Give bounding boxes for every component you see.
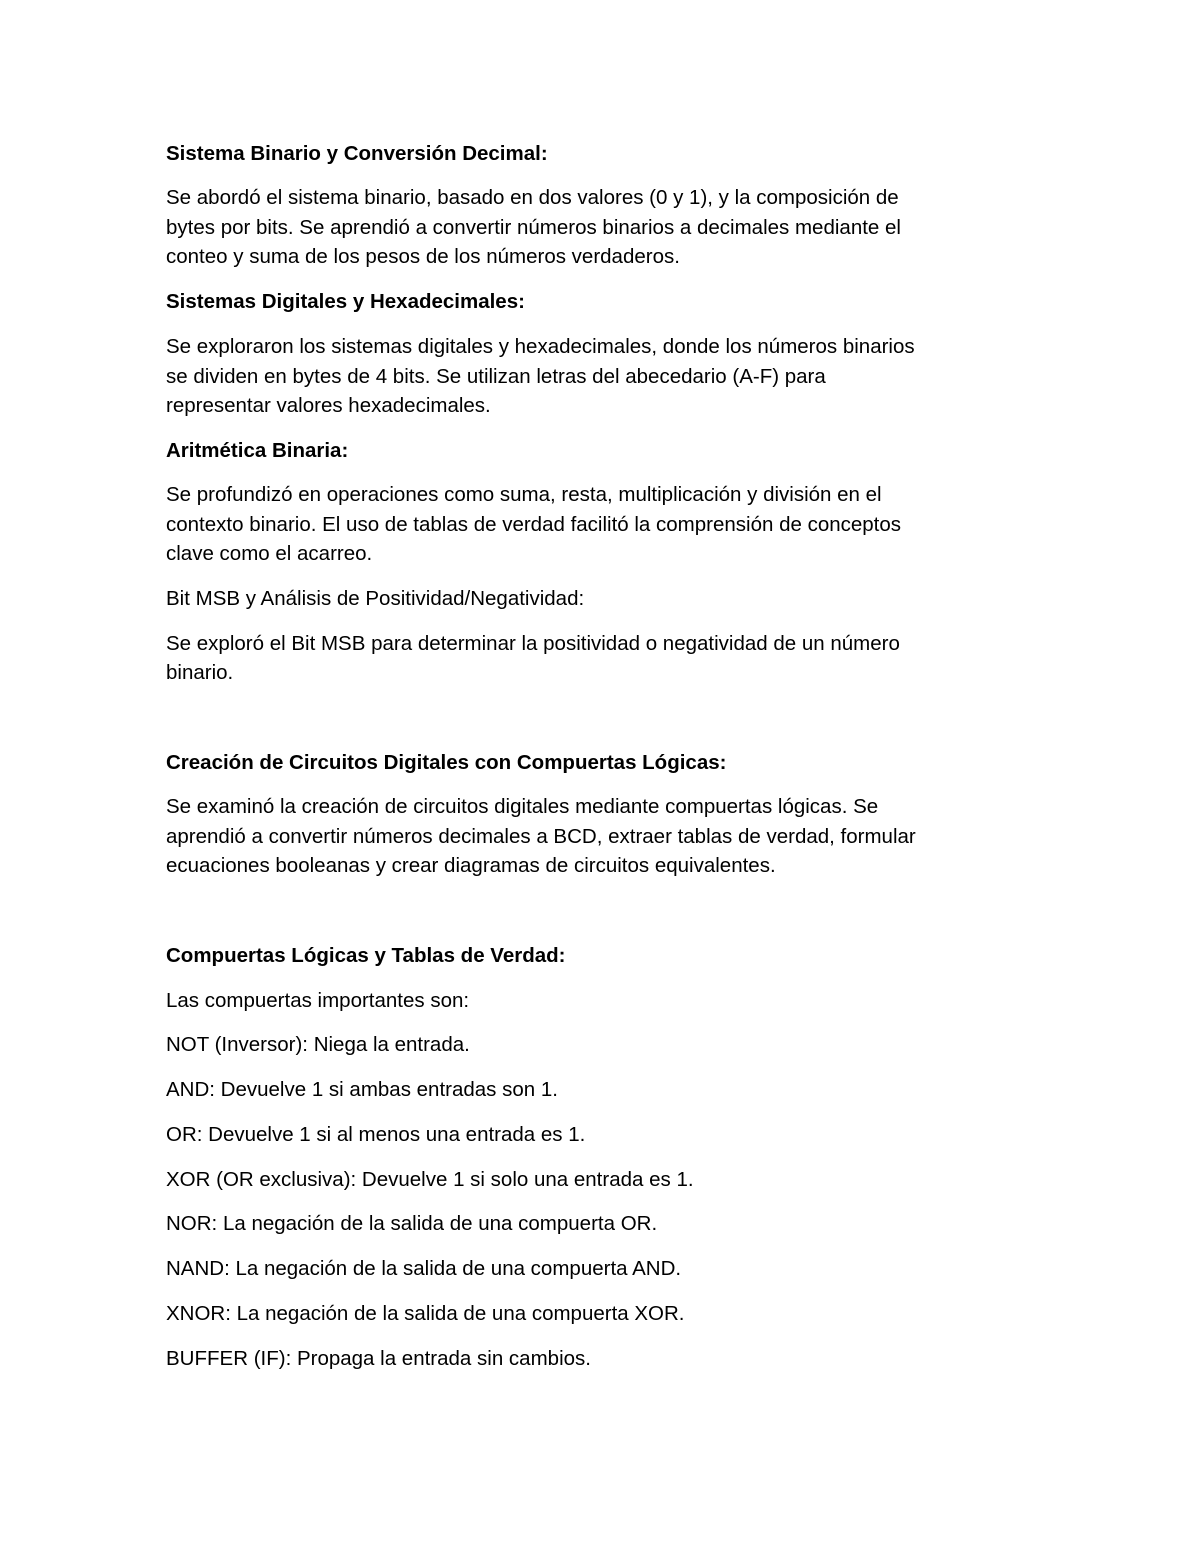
section-body-line: binario. [166, 661, 234, 684]
section-heading-hexadecimal: Sistemas Digitales y Hexadecimales: [166, 290, 525, 313]
gate-item-xnor: XNOR: La negación de la salida de una compuerta XOR. [166, 1302, 685, 1325]
gate-item-xor: XOR (OR exclusiva): Devuelve 1 si solo una entrada es 1. [166, 1168, 694, 1191]
gate-item-and: AND: Devuelve 1 si ambas entradas son 1. [166, 1078, 558, 1101]
section-body-line: Se exploraron los sistemas digitales y hexadecimales, donde los números binarios [166, 335, 915, 358]
section-heading-logic-gates: Compuertas Lógicas y Tablas de Verdad: [166, 944, 566, 967]
gate-item-or: OR: Devuelve 1 si al menos una entrada es 1. [166, 1123, 586, 1146]
gate-item-buffer: BUFFER (IF): Propaga la entrada sin cambios. [166, 1347, 591, 1370]
section-body-line: se dividen en bytes de 4 bits. Se utilizan letras del abecedario (A-F) para [166, 365, 826, 388]
gate-item-nor: NOR: La negación de la salida de una compuerta OR. [166, 1212, 658, 1235]
section-body-line: ecuaciones booleanas y crear diagramas de circuitos equivalentes. [166, 854, 776, 877]
section-body-line: contexto binario. El uso de tablas de verdad facilitó la comprensión de conceptos [166, 513, 902, 536]
section-body-line: bytes por bits. Se aprendió a convertir números binarios a decimales mediante el [166, 216, 901, 239]
section-body-line: Se abordó el sistema binario, basado en dos valores (0 y 1), y la composición de [166, 186, 899, 209]
section-heading-circuits: Creación de Circuitos Digitales con Compuertas Lógicas: [166, 751, 727, 774]
section-body-line: representar valores hexadecimales. [166, 394, 491, 417]
section-body-line: Se profundizó en operaciones como suma, resta, multiplicación y división en el [166, 483, 882, 506]
section-heading-binary: Sistema Binario y Conversión Decimal: [166, 142, 548, 165]
section-body-line: aprendió a convertir números decimales a BCD, extraer tablas de verdad, formular [166, 825, 916, 848]
section-body-line: Se examinó la creación de circuitos digitales mediante compuertas lógicas. Se [166, 795, 879, 818]
section-heading-arithmetic: Aritmética Binaria: [166, 439, 349, 462]
gate-item-nand: NAND: La negación de la salida de una compuerta AND. [166, 1257, 682, 1280]
section-heading-msb: Bit MSB y Análisis de Positividad/Negatividad: [166, 587, 585, 610]
section-body-line: conteo y suma de los pesos de los números verdaderos. [166, 245, 680, 268]
section-body-line: Se exploró el Bit MSB para determinar la positividad o negatividad de un número [166, 632, 900, 655]
section-body-line: clave como el acarreo. [166, 542, 373, 565]
gate-item-not: NOT (Inversor): Niega la entrada. [166, 1033, 470, 1056]
gates-intro: Las compuertas importantes son: [166, 989, 470, 1012]
